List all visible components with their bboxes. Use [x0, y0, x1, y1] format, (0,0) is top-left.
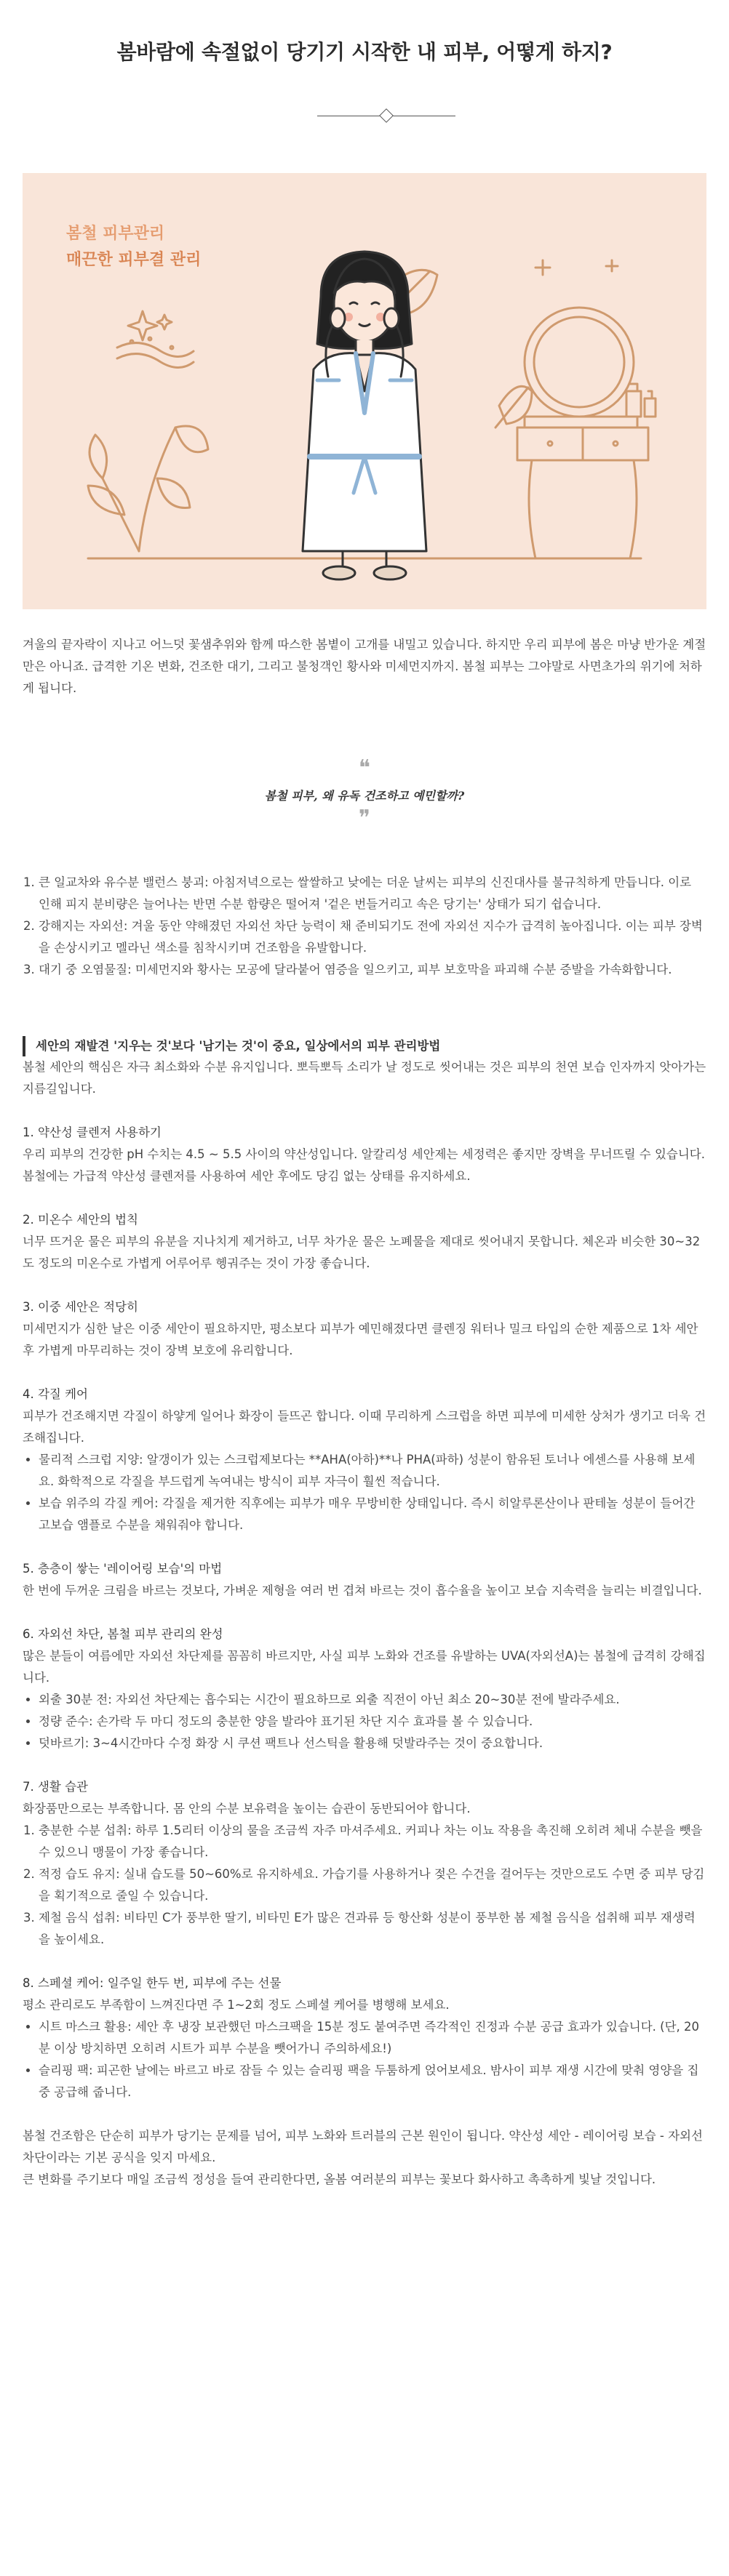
- item-text: 많은 분들이 여름에만 자외선 차단제를 꼼꼼히 바르지만, 사실 피부 노화와 건조를 유발하는 UVA(자외선A)는 봄철에 급격히 강해집니다.: [23, 1649, 706, 1685]
- article-title: 봄바람에 속절없이 당기기 시작한 내 피부, 어떻게 하지?: [116, 40, 613, 64]
- item-title: 1. 약산성 클렌저 사용하기: [23, 1126, 162, 1139]
- close-quote-icon: ❞: [358, 806, 371, 831]
- care-item-sunscreen: [23, 1624, 706, 1754]
- item-title: 2. 미온수 세안의 법칙: [23, 1213, 138, 1227]
- list-item: • 정량 준수: 손가락 두 마디 정도의 충분한 양을 발라야 표기된 차단 지수 효과를 볼 수 있습니다.: [39, 1711, 706, 1733]
- open-quote-icon: ❝: [358, 755, 371, 781]
- care-item-lukewarm: [23, 1209, 706, 1275]
- list-item: 2. 강해지는 자외선: 겨울 동안 약해졌던 자외선 차단 능력이 채 준비되기도 전에 자외선 지수가 급격히 높아집니다. 이는 피부 장벽을 손상시키고 멜라닌 색소를 침착시키며 건조함을 유발합니다.: [39, 915, 706, 959]
- hero-caption-line2: 매끈한 피부결 관리: [66, 251, 202, 269]
- outro-paragraph: 봄철 건조함은 단순히 피부가 당기는 문제를 넘어, 피부 노화와 트러블의 근본 원인이 됩니다. 약산성 세안 - 레이어링 보습 - 자외선 차단이라는 기본 공식을 잊지 마세요.: [23, 2129, 703, 2164]
- care-item-double-cleanse: [23, 1296, 706, 1362]
- list-item: 1. 큰 일교차와 유수분 밸런스 붕괴: 아침저녁으로는 쌀쌀하고 낮에는 더운 날씨는 피부의 신진대사를 불규칙하게 만듭니다. 이로 인해 피지 분비량은 늘어나는 반면 수분 함량은 떨어져 '겉은 번들거리고 속은 당기는' 상태가 되기 쉽습니다.: [39, 872, 706, 915]
- list-item: • 물리적 스크럽 지양: 알갱이가 있는 스크럽제보다는 **AHA(아하)**나 PHA(파하) 성분이 함유된 토너나 에센스를 사용해 보세요. 화학적으로 각질을 부드럽게 녹여내는 방식이 피부 자극이 훨씬 적습니다.: [39, 1449, 706, 1493]
- quote-text: 봄철 피부, 왜 유독 건조하고 예민할까?: [264, 789, 465, 803]
- numbered-list: [23, 1820, 706, 1951]
- list-item: 3. 대기 중 오염물질: 미세먼지와 황사는 모공에 달라붙어 염증을 일으키고, 피부 보호막을 파괴해 수분 증발을 가속화합니다.: [39, 959, 706, 981]
- item-text: 평소 관리로도 부족함이 느껴진다면 주 1~2회 정도 스페셜 케어를 병행해 보세요.: [23, 1998, 450, 2012]
- outro: [23, 2125, 706, 2191]
- bullet-list: [23, 1449, 706, 1536]
- list-item: 2. 적정 습도 유지: 실내 습도를 50~60%로 유지하세요. 가습기를 사용하거나 젖은 수건을 걸어두는 것만으로도 수면 중 피부 당김을 획기적으로 줄일 수 있습니다.: [39, 1863, 706, 1907]
- hero-illustration: [23, 173, 706, 609]
- list-item: • 외출 30분 전: 자외선 차단제는 흡수되는 시간이 필요하므로 외출 직전이 아닌 최소 20~30분 전에 발라주세요.: [39, 1689, 706, 1711]
- section-heading: 세안의 재발견 '지우는 것'보다 '남기는 것'이 중요, 일상에서의 피부 관리방법: [23, 1036, 706, 1056]
- care-item-exfoliation: [23, 1384, 706, 1536]
- item-title: 7. 생활 습관: [23, 1780, 88, 1794]
- item-text: 한 번에 두꺼운 크림을 바르는 것보다, 가벼운 제형을 여러 번 겹쳐 바르는 것이 흡수율을 높이고 보습 지속력을 늘리는 비결입니다.: [23, 1584, 702, 1597]
- outro-paragraph: 큰 변화를 주기보다 매일 조금씩 정성을 들여 관리한다면, 올봄 여러분의 피부는 꽃보다 화사하고 촉촉하게 빛날 것입니다.: [23, 2172, 656, 2186]
- list-item: 1. 충분한 수분 섭취: 하루 1.5리터 이상의 물을 조금씩 자주 마셔주세요. 커피나 차는 이뇨 작용을 촉진해 오히려 체내 수분을 뺏을 수 있으니 맹물이 가장 좋습니다.: [39, 1820, 706, 1863]
- item-text: 우리 피부의 건강한 pH 수치는 4.5 ~ 5.5 사이의 약산성입니다. 알칼리성 세안제는 세정력은 좋지만 장벽을 무너뜨릴 수 있습니다. 봄철에는 가급적 약산성 클렌저를 사용하여 세안 후에도 당김 없는 상태를 유지하세요.: [23, 1147, 705, 1183]
- care-item-lifestyle: [23, 1776, 706, 1951]
- item-text: 너무 뜨거운 물은 피부의 유분을 지나치게 제거하고, 너무 차가운 물은 노폐물을 제대로 씻어내지 못합니다. 체온과 비슷한 30~32도 정도의 미온수로 가볍게 어루어루 헹궈주는 것이 가장 좋습니다.: [23, 1235, 701, 1270]
- item-title: 3. 이중 세안은 적당히: [23, 1300, 138, 1314]
- care-item-cleanser: [23, 1122, 706, 1187]
- hero-caption: [66, 221, 201, 273]
- item-title: 8. 스페셜 케어: 일주일 한두 번, 피부에 주는 선물: [23, 1976, 282, 1990]
- item-title: 6. 자외선 차단, 봄철 피부 관리의 완성: [23, 1627, 223, 1641]
- bullet-list: [23, 1689, 706, 1754]
- item-title: 5. 층층이 쌓는 '레이어링 보습'의 마법: [23, 1562, 223, 1576]
- list-item: 3. 제철 음식 섭취: 비타민 C가 풍부한 딸기, 비타민 E가 많은 견과류 등 항산화 성분이 풍부한 봄 제철 음식을 섭취해 피부 재생력을 높이세요.: [39, 1907, 706, 1951]
- hero-caption-line1: 봄철 피부관리: [66, 225, 165, 243]
- reasons-list: [23, 872, 706, 981]
- quote-block: [23, 755, 706, 831]
- intro-paragraph: 겨울의 끝자락이 지나고 어느덧 꽃샘추위와 함께 따스한 봄볕이 고개를 내밀고 있습니다. 하지만 우리 피부에 봄은 마냥 반가운 계절만은 아니죠. 급격한 기온 변화, 건조한 대기, 그리고 불청객인 황사와 미세먼지까지. 봄철 피부는 그야말로 사면초가의 위기에 처하게 됩니다.: [23, 638, 706, 695]
- item-title: 4. 각질 케어: [23, 1387, 88, 1401]
- diamond-ornament-icon: [379, 108, 394, 123]
- item-text: 미세먼지가 심한 날은 이중 세안이 필요하지만, 평소보다 피부가 예민해졌다면 클렌징 워터나 밀크 타입의 순한 제품으로 1차 세안 후 가볍게 마무리하는 것이 장벽 보호에 유리합니다.: [23, 1322, 698, 1357]
- item-text: 피부가 건조해지면 각질이 하얗게 일어나 화장이 들뜨곤 합니다. 이때 무리하게 스크럽을 하면 피부에 미세한 상처가 생기고 더욱 건조해집니다.: [23, 1409, 706, 1445]
- list-item: • 보습 위주의 각질 케어: 각질을 제거한 직후에는 피부가 매우 무방비한 상태입니다. 즉시 히알루론산이나 판테놀 성분이 들어간 고보습 앰플로 수분을 채워줘야 합니다.: [39, 1493, 706, 1536]
- section-intro: 봄철 세안의 핵심은 자극 최소화와 수분 유지입니다. 뽀득뽀득 소리가 날 정도로 씻어내는 것은 피부의 천연 보습 인자까지 앗아가는 지름길입니다.: [23, 1060, 706, 1096]
- list-item: • 슬리핑 팩: 피곤한 날에는 바르고 바로 잠들 수 있는 슬리핑 팩을 두툼하게 얹어보세요. 밤사이 피부 재생 시간에 맞춰 영양을 집중 공급해 줍니다.: [39, 2060, 706, 2103]
- item-text: 화장품만으로는 부족합니다. 몸 안의 수분 보유력을 높이는 습관이 동반되어야 합니다.: [23, 1802, 471, 1815]
- title-divider: [23, 102, 706, 131]
- care-item-layering: [23, 1558, 706, 1602]
- list-item: • 덧바르기: 3~4시간마다 수정 화장 시 쿠션 팩트나 선스틱을 활용해 덧발라주는 것이 중요합니다.: [39, 1733, 706, 1754]
- care-item-special: [23, 1973, 706, 2103]
- list-item: • 시트 마스크 활용: 세안 후 냉장 보관했던 마스크팩을 15분 정도 붙여주면 즉각적인 진정과 수분 공급 효과가 있습니다. (단, 20분 이상 방치하면 오히려 시트가 피부 수분을 뺏어가니 주의하세요!): [39, 2016, 706, 2060]
- bullet-list: [23, 2016, 706, 2103]
